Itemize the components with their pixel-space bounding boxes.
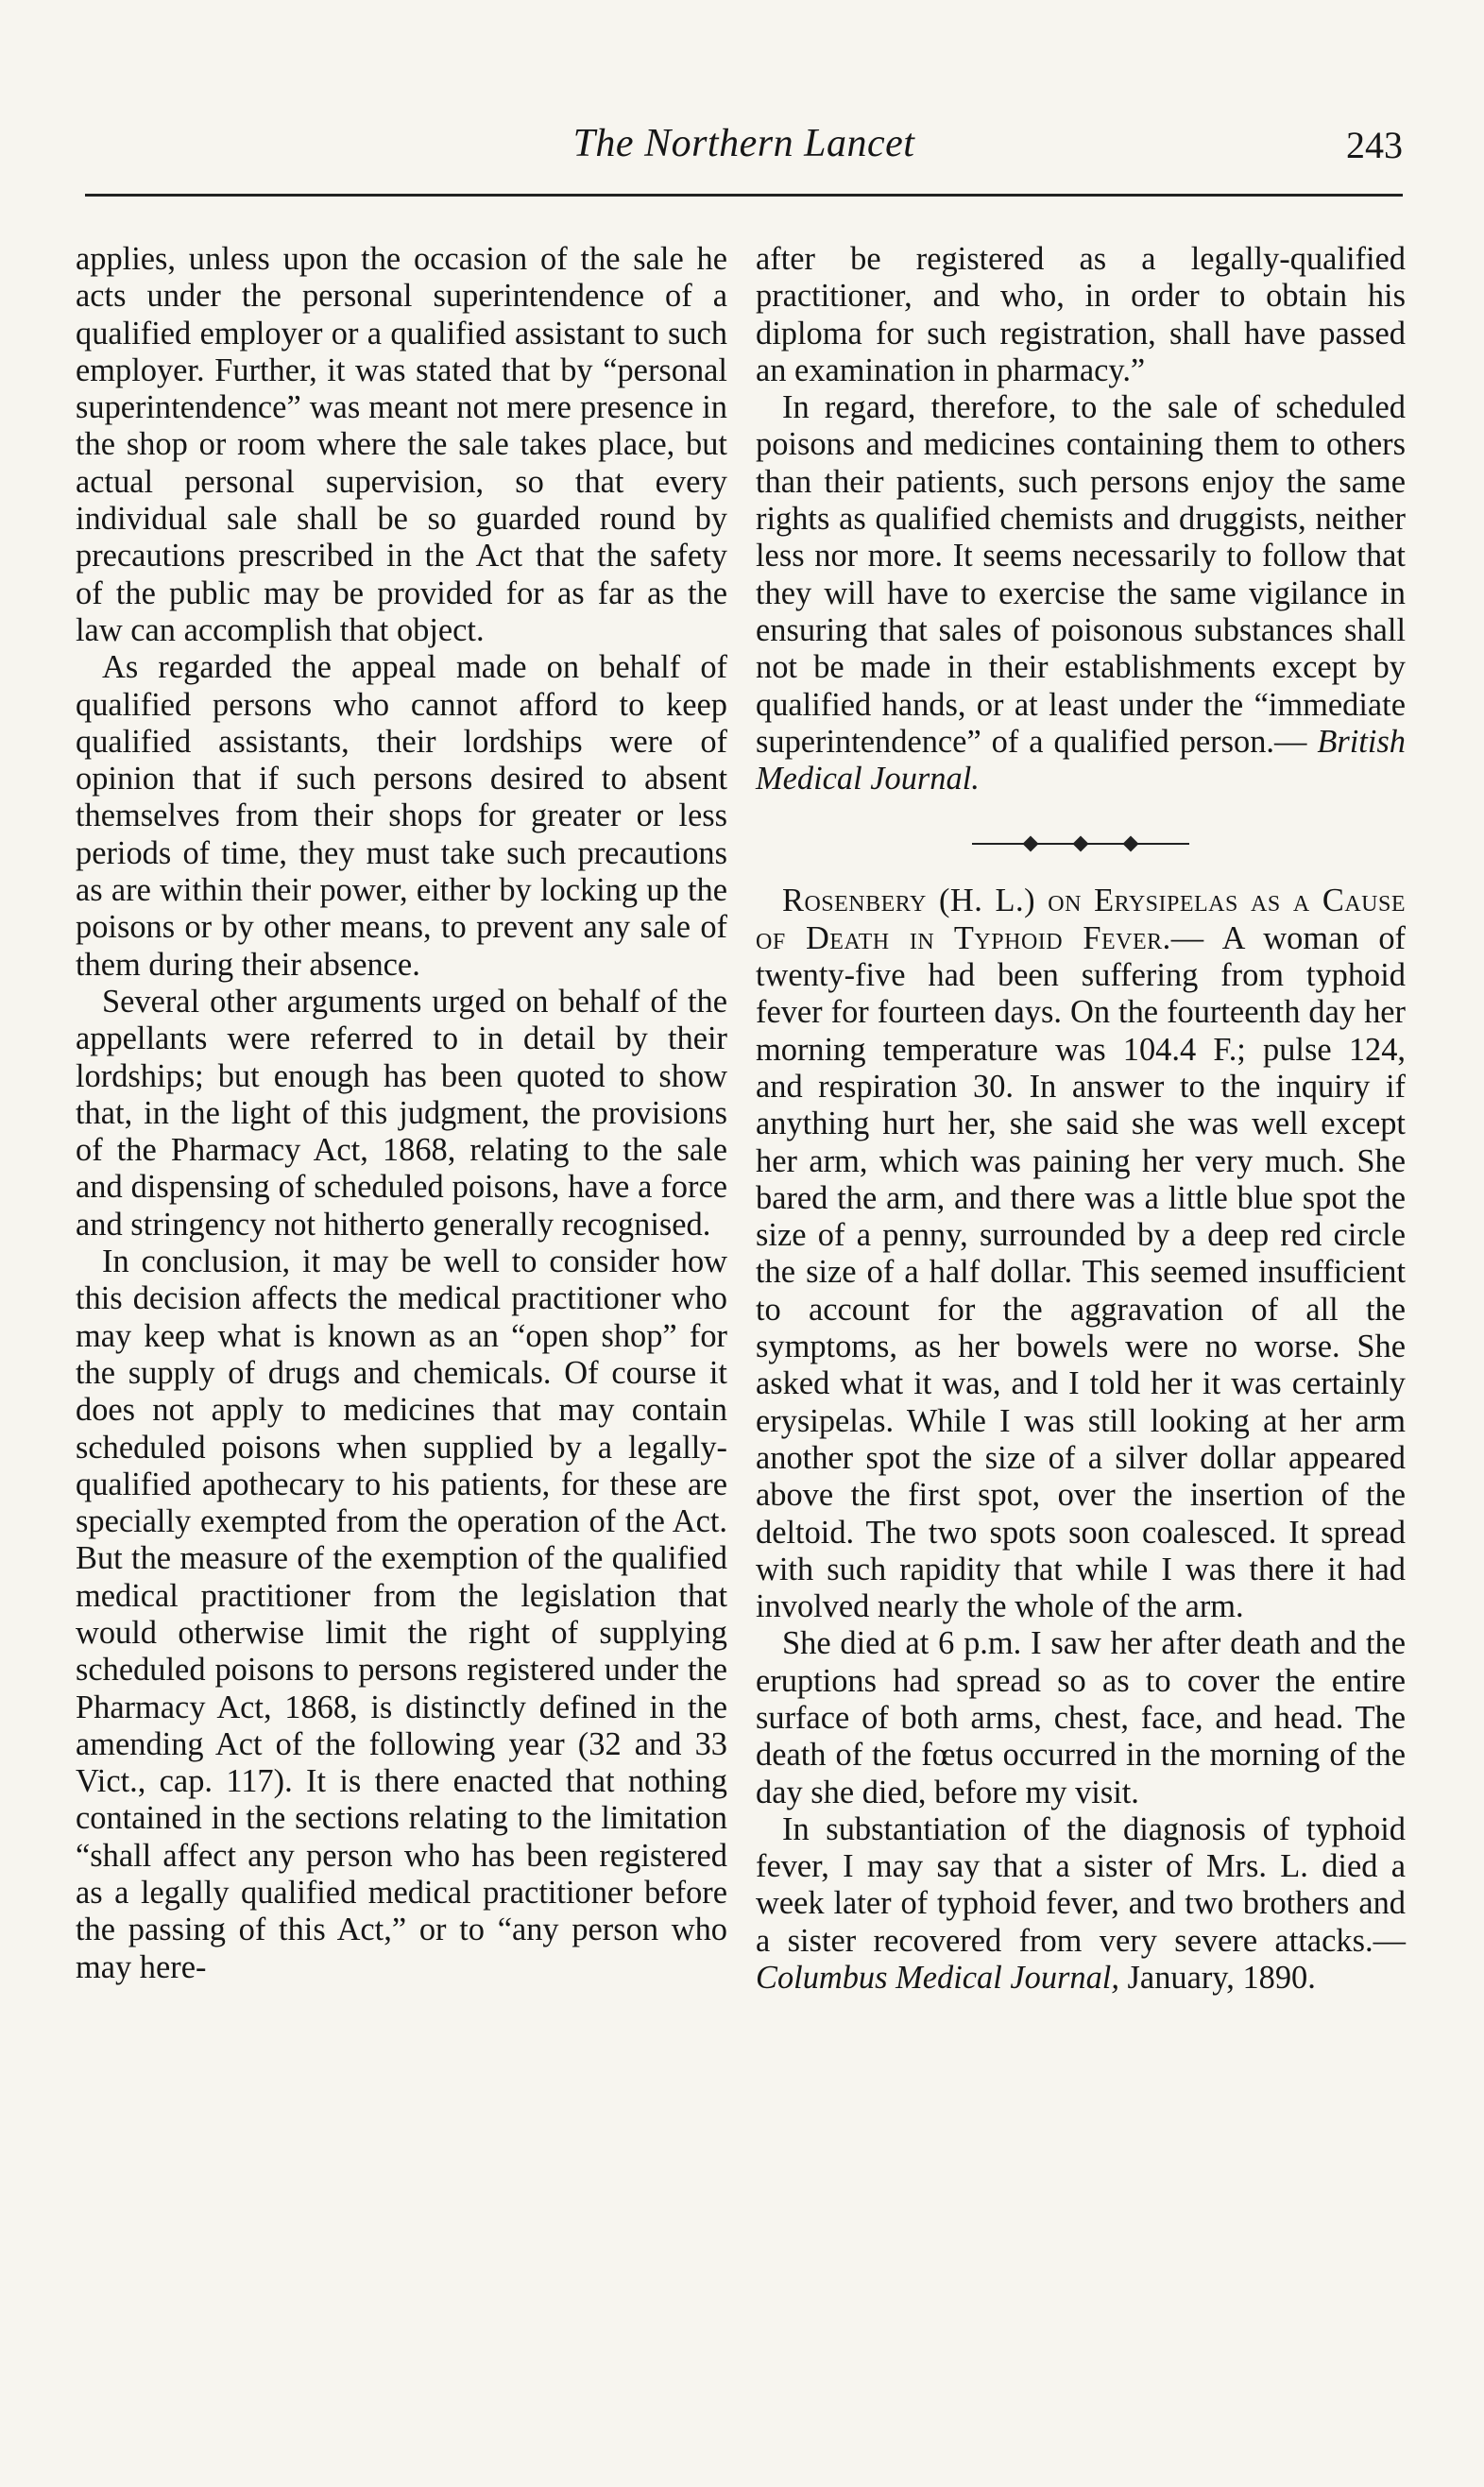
- paragraph: applies, unless upon the occasion of the sale he acts under the personal superintendence of a qualified employer or a qualified assistant to such employer. Further, it was stated that by “personal superintendence” was meant not mere presence in the shop or room where the sale takes place, but actual personal supervision, so that every individual sale shall be so guarded round by precautions prescribed in the Act that the safety of the public may be provided for as far as the law can accomplish that object.: [76, 241, 727, 648]
- paragraph: Several other arguments urged on behalf of the appellants were referred to in detail by their lordships; but enough has been quoted to show that, in the light of this judgment, the provisions of the Pharmacy Act, 1868, relating to the sale and dispensing of scheduled poisons, have a force and stringency not hitherto generally recognised.: [76, 983, 727, 1243]
- paragraph: In conclusion, it may be well to consider how this decision affects the medical practitioner who may keep what is known as an “open shop” for the supply of drugs and chemicals. Of course it does not apply to medicines that may contain scheduled poisons when supplied by a legally-qualified apothecary to his patients, for these are specially exempted from the operation of the Act. But the measure of the exemption of the qualified medical practitioner from the legislation that would otherwise limit the right of supplying scheduled poisons to persons registered under the Pharmacy Act, 1868, is distinctly defined in the amending Act of the following year (32 and 33 Vict., cap. 117). It is there enacted that nothing contained in the sections relating to the limitation “shall affect any person who has been registered as a legally qualified medical practitioner before the passing of this Act,” or to “any person who may here-: [76, 1244, 727, 1985]
- paragraph-text: A woman of twenty-five had been suffering from typhoid fever for fourteen days. On the fourteenth day her morning temperature was 104.4 F.; pulse 124, and respiration 30. In answer to the inquiry if anything hurt her, she said she was well except her arm, which was paining her very much. She bared the arm, and there was a little blue spot the size of a penny, surrounded by a deep red circle the size of a half dollar. This seemed insufficient to account for the aggravation of all the symptoms, as her bowels were no worse. She asked what it was, and I told her it was certainly erysipelas. While I was still looking at her arm another spot the size of a silver dollar appeared above the first spot, over the insertion of the deltoid. The two spots soon coalesced. It spread with such rapidity that while I was there it had involved nearly the whole of the arm.: [756, 919, 1406, 1625]
- divider-diamond: [1023, 836, 1039, 852]
- header-rule: [85, 194, 1403, 197]
- paragraph: As regarded the appeal made on behalf of qualified persons who cannot afford to keep qualified assistants, their lordships were of opinion that if such persons desired to absent themselves from their shops for greater or less periods of time, they must take such precautions as are within their power, either by locking up the poisons or by other means, to prevent any sale of them during their absence.: [76, 649, 727, 983]
- paragraph: [756, 389, 1406, 798]
- paragraph-text: In substantiation of the diagnosis of typhoid fever, I may say that a sister of Mrs. L. died a week later of typhoid fever, and two brothers and a sister recovered from very severe attacks.—: [756, 1810, 1406, 1959]
- divider-diamond: [1073, 836, 1089, 852]
- paragraph: [756, 1811, 1406, 1997]
- source-citation: British Medical Journal.: [756, 723, 1406, 798]
- source-date: January, 1890.: [1118, 1960, 1316, 1997]
- paragraph-text: In regard, therefore, to the sale of scheduled poisons and medicines containing them to others than their patients, such persons enjoy the same rights as qualified chemists and druggists, neither less nor more. It seems necessarily to follow that they will have to exercise the same vigilance in ensuring that sales of poisonous substances shall not be made in their establishments except by qualified hands, or at least under the “immediate superintendence” of a qualified person.—: [756, 389, 1406, 760]
- paragraph: after be registered as a legally-qualified practitioner, and who, in order to obtain his diploma for such registration, shall have passed an examination in pharmacy.”: [756, 241, 1406, 388]
- paragraph: She died at 6 p.m. I saw her after death and the eruptions had spread so as to cover the entire surface of both arms, chest, face, and head. The death of the fœtus occurred in the morning of the day she died, before my visit.: [756, 1625, 1406, 1810]
- section-divider-ornament: [972, 832, 1189, 856]
- article-heading: Rosenbery (H. L.) on Erysipelas as a Cause of Death in Typhoid Fever.—: [756, 883, 1406, 956]
- article-paragraph: [756, 883, 1406, 1625]
- source-citation: Columbus Medical Journal,: [756, 1960, 1119, 1997]
- left-column: [76, 241, 727, 1986]
- divider-diamond: [1123, 836, 1139, 852]
- right-column: [756, 241, 1406, 1997]
- page-number: 243: [1346, 124, 1403, 166]
- running-header: [85, 121, 1403, 178]
- journal-title: The Northern Lancet: [572, 122, 915, 165]
